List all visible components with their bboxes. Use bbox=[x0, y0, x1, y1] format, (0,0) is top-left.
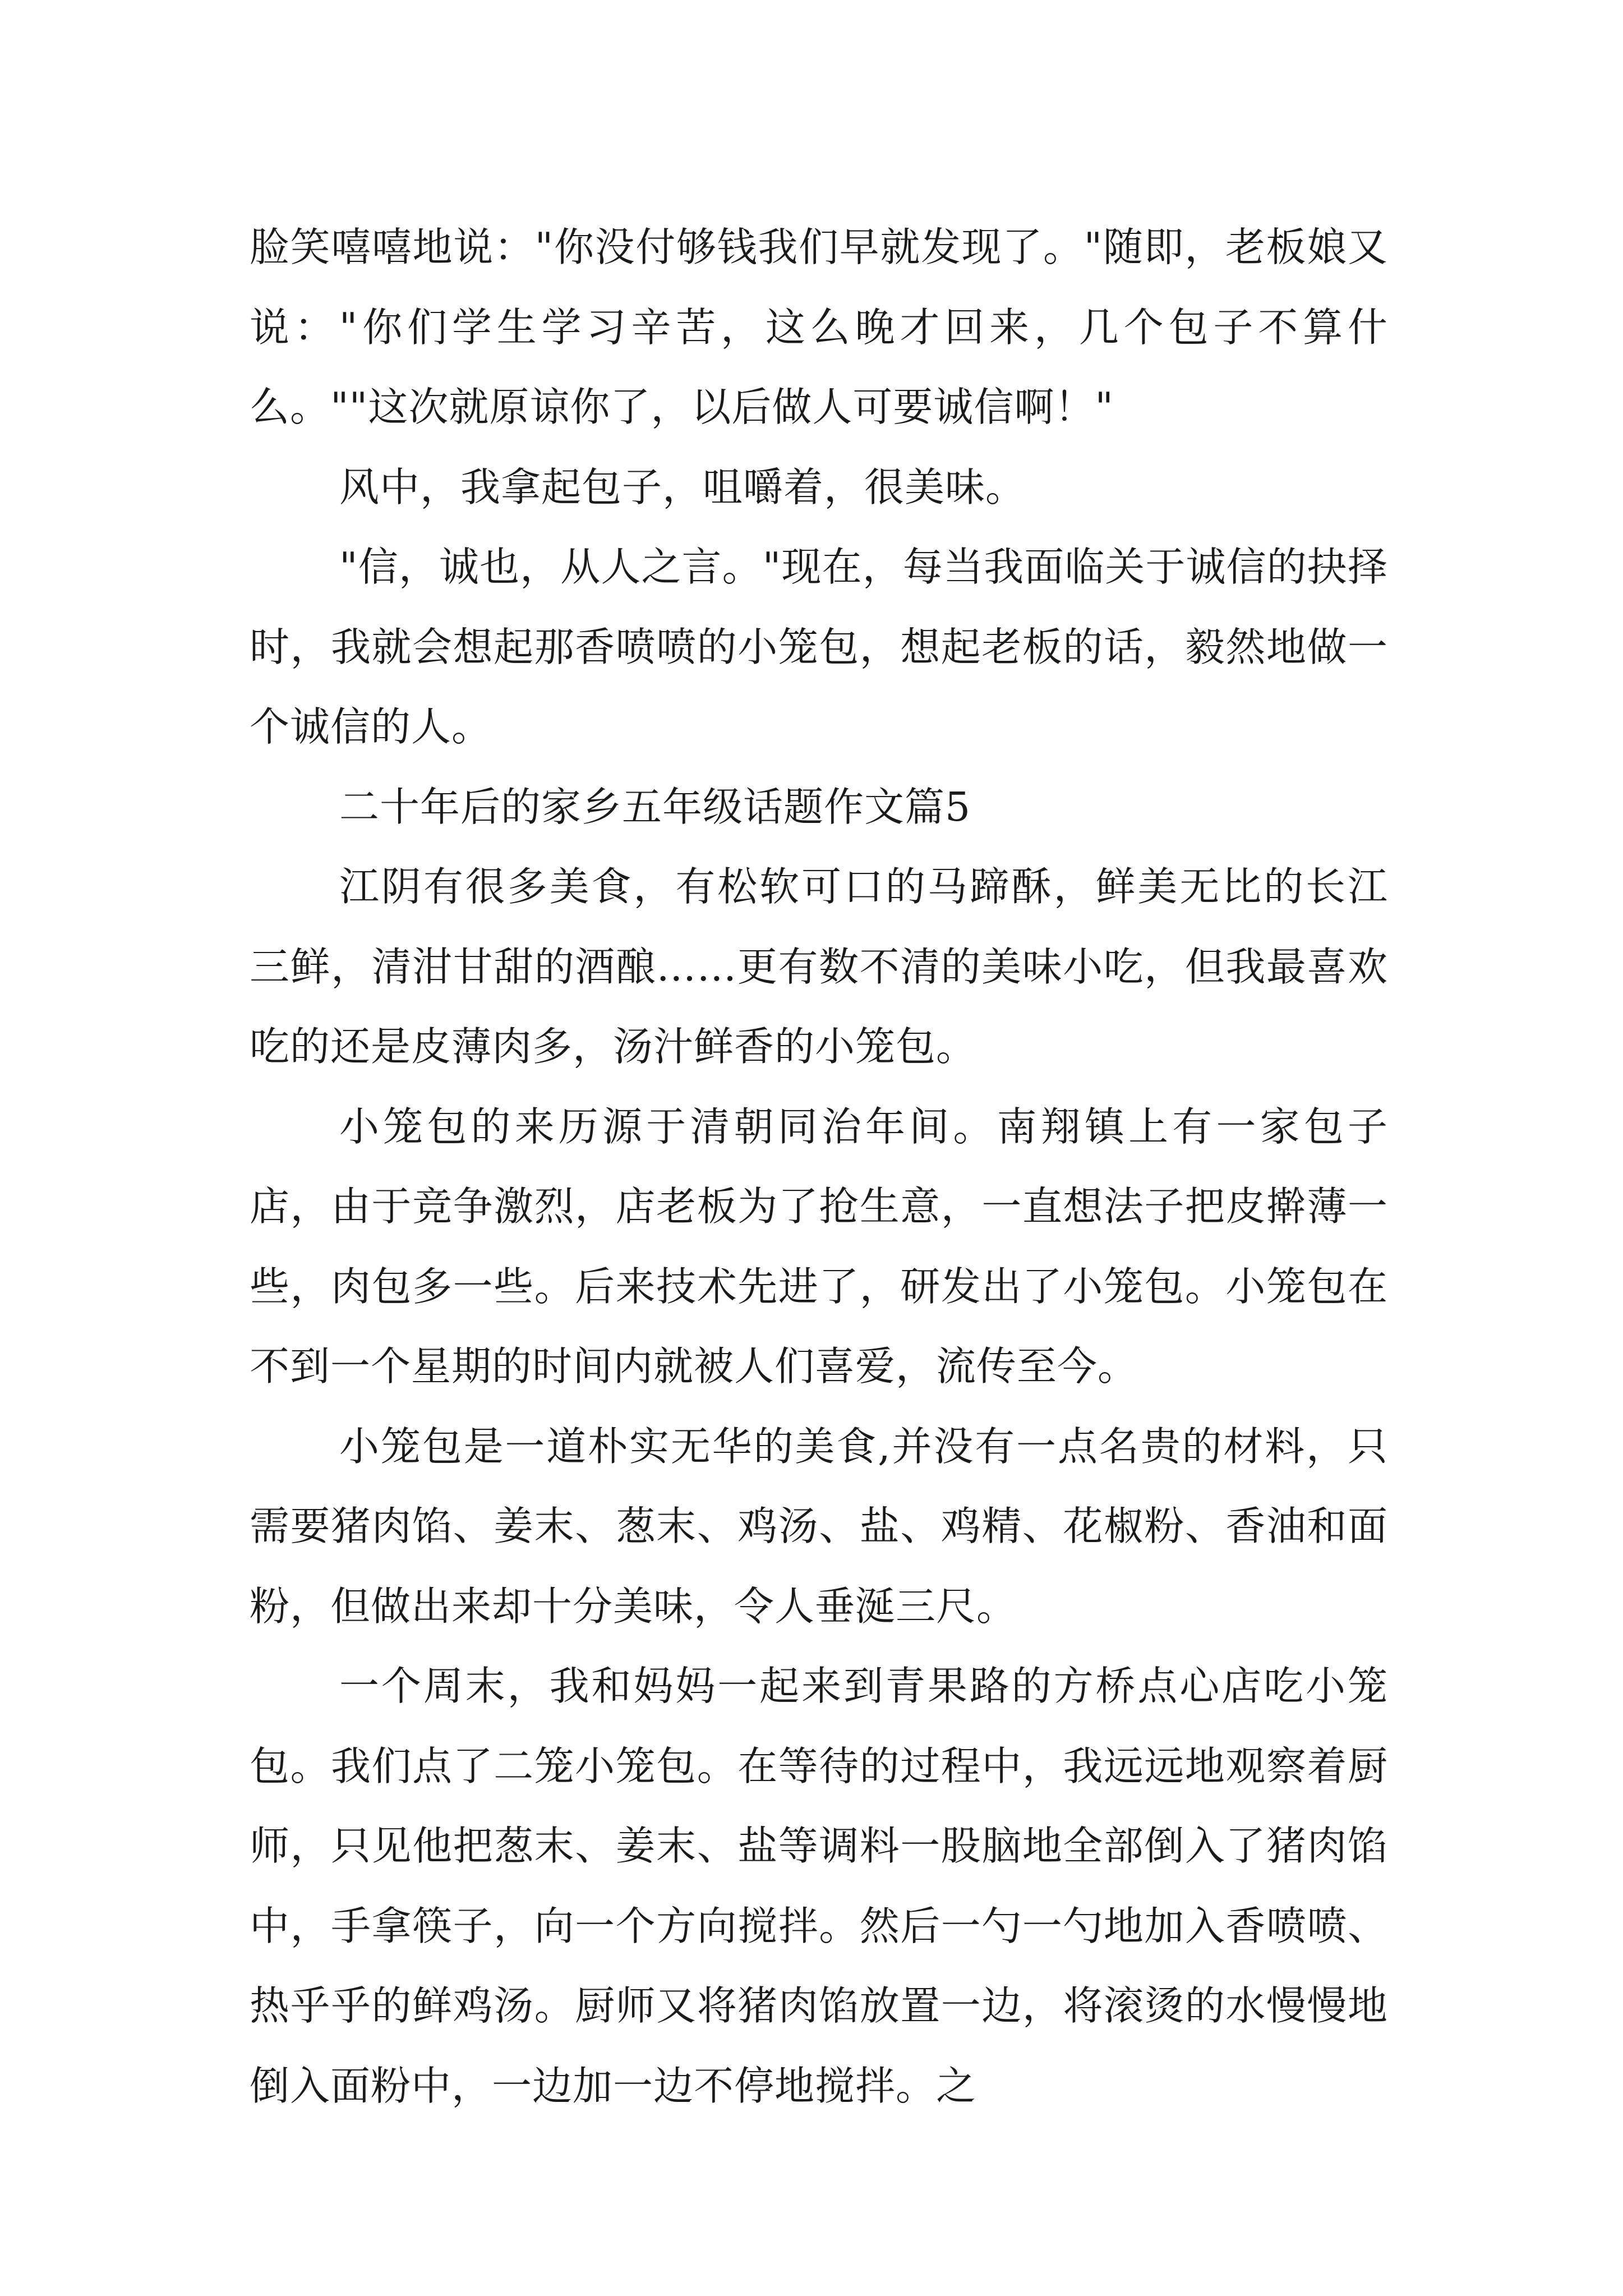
paragraph-7: 小笼包是一道朴实无华的美食,并没有一点名贵的材料，只需要猪肉馅、姜末、葱末、鸡汤、盐、鸡精、花椒粉、香油和面粉，但做出来却十分美味，令人垂涎三尺。 bbox=[250, 1423, 1388, 1630]
paragraph-3: "信，诚也，从人之言。"现在，每当我面临关于诚信的抉择时，我就会想起那香喷喷的小笼包，想起老板的话，毅然地做一个诚信的人。 bbox=[250, 544, 1388, 750]
paragraph-6: 小笼包的来历源于清朝同治年间。南翔镇上有一家包子店，由于竞争激烈，店老板为了抢生意，一直想法子把皮擀薄一些，肉包多一些。后来技术先进了，研发出了小笼包。小笼包在不到一个星期的时间内就被人们喜爱，流传至今。 bbox=[250, 1103, 1388, 1389]
document-body bbox=[250, 208, 1388, 2126]
paragraph-8: 一个周末，我和妈妈一起来到青果路的方桥点心店吃小笼包。我们点了二笼小笼包。在等待的过程中，我远远地观察着厨师，只见他把葱末、姜末、盐等调料一股脑地全部倒入了猪肉馅中，手拿筷子，向一个方向搅拌。然后一勺一勺地加入香喷喷、热乎乎的鲜鸡汤。厨师又将猪肉馅放置一边，将滚烫的水慢慢地倒入面粉中，一边加一边不停地搅拌。之 bbox=[250, 1663, 1388, 2109]
paragraph-1: 脸笑嘻嘻地说："你没付够钱我们早就发现了。"随即，老板娘又说："你们学生学习辛苦，这么晚才回来，几个包子不算什么。""这次就原谅你了，以后做人可要诚信啊！" bbox=[250, 224, 1388, 430]
paragraph-2: 风中，我拿起包子，咀嚼着，很美味。 bbox=[339, 463, 1026, 510]
section-heading: 二十年后的家乡五年级话题作文篇5 bbox=[339, 783, 971, 830]
paragraph-5: 江阴有很多美食，有松软可口的马蹄酥，鲜美无比的长江三鲜，清泔甘甜的酒酿……更有数不清的美味小吃，但我最喜欢吃的还是皮薄肉多，汤汁鲜香的小笼包。 bbox=[250, 863, 1388, 1070]
